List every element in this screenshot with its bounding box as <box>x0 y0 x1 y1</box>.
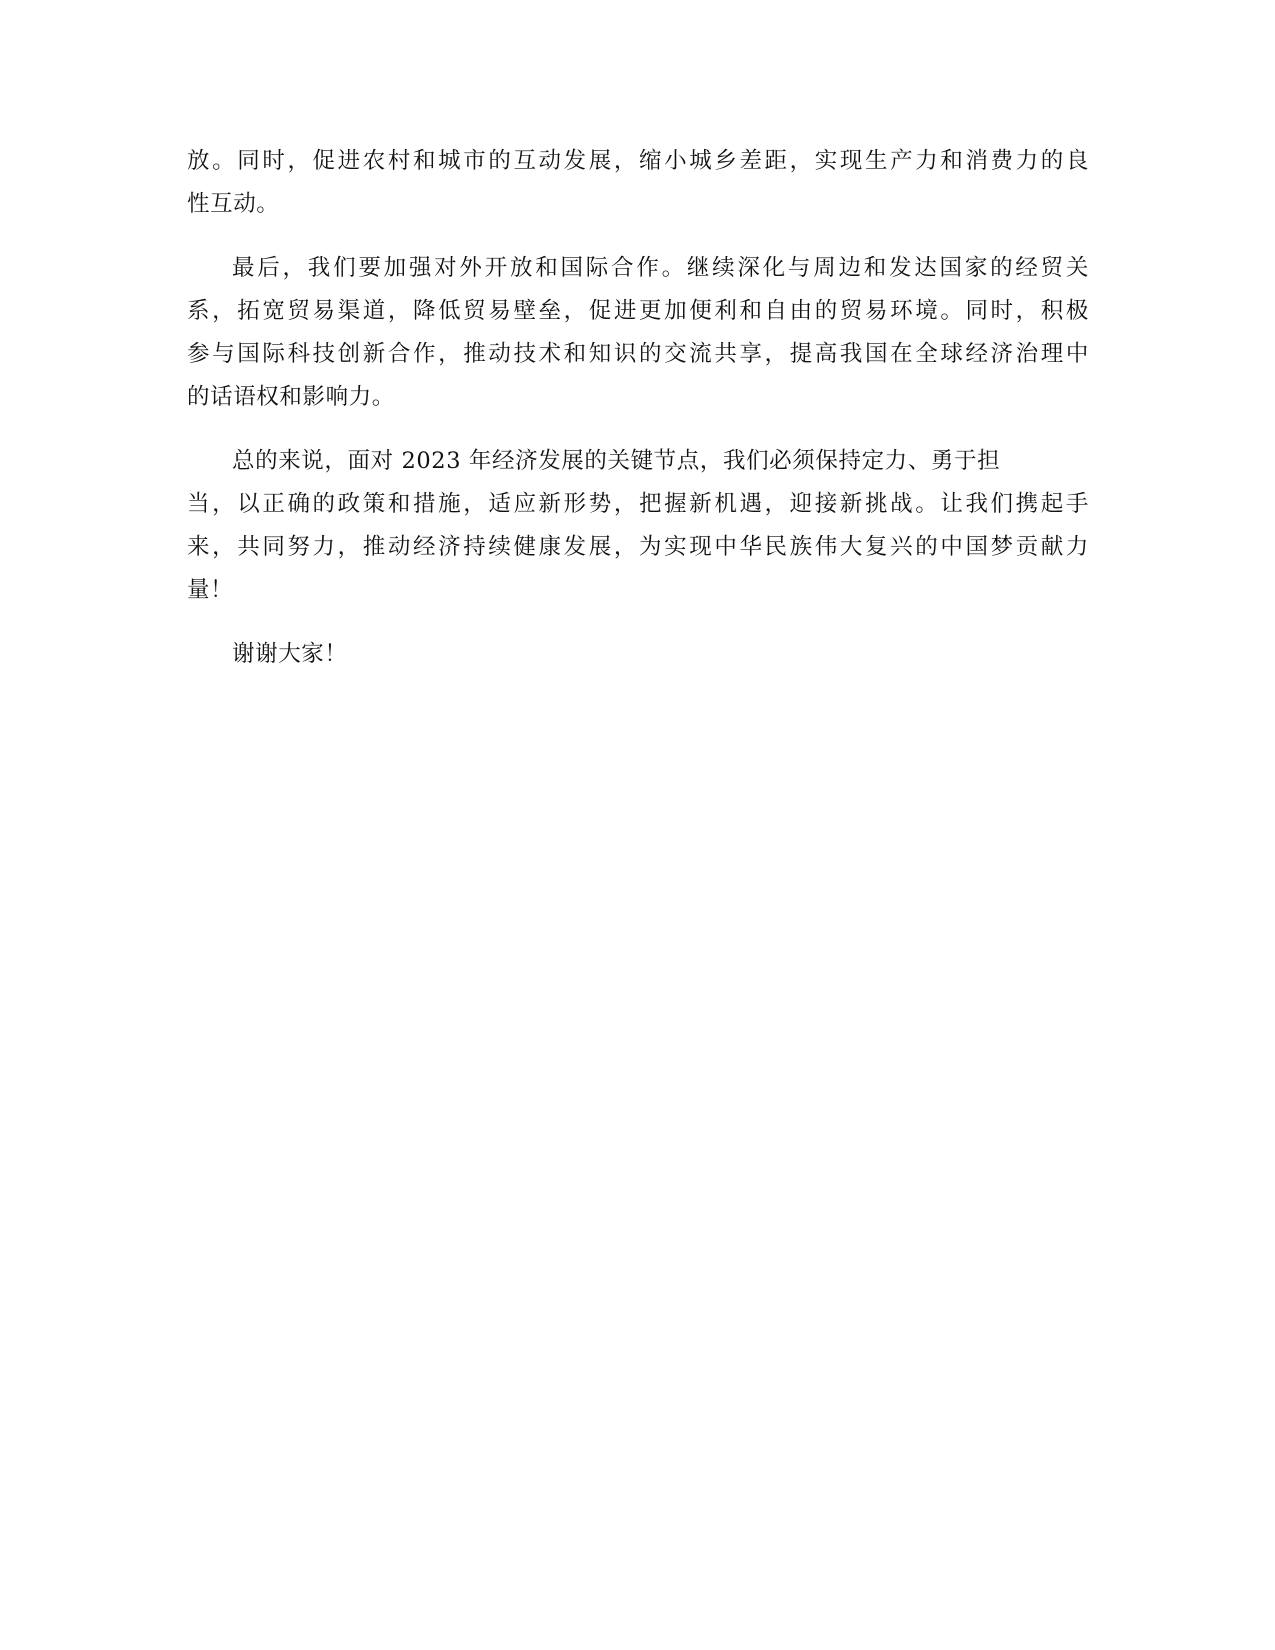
paragraph-conclusion <box>187 440 1089 612</box>
text-line: 来，共同努力，推动经济持续健康发展，为实现中华民族伟大复兴的中国梦贡献力 <box>187 534 1089 560</box>
paragraph-opening-up <box>187 247 1089 419</box>
text-line: 谢谢大家！ <box>232 641 348 667</box>
paragraph-continuation <box>187 140 1089 226</box>
paragraph-thanks <box>187 633 1089 676</box>
text-line: 性互动。 <box>187 191 280 217</box>
text-line: 最后，我们要加强对外开放和国际合作。继续深化与周边和发达国家的经贸关 <box>232 255 1089 281</box>
text-line: 量！ <box>187 577 234 603</box>
text-line: 当，以正确的政策和措施，适应新形势，把握新机遇，迎接新挑战。让我们携起手 <box>187 491 1089 517</box>
text-line: 放。同时，促进农村和城市的互动发展，缩小城乡差距，实现生产力和消费力的良 <box>187 148 1089 174</box>
text-line: 参与国际科技创新合作，推动技术和知识的交流共享，提高我国在全球经济治理中 <box>187 341 1089 367</box>
text-line: 的话语权和影响力。 <box>187 384 395 410</box>
text-line: 系，拓宽贸易渠道，降低贸易壁垒，促进更加便利和自由的贸易环境。同时，积极 <box>187 298 1089 324</box>
text-line: 总的来说，面对 2023 年经济发展的关键节点，我们必须保持定力、勇于担 <box>232 448 1001 474</box>
document-body <box>187 140 1089 697</box>
